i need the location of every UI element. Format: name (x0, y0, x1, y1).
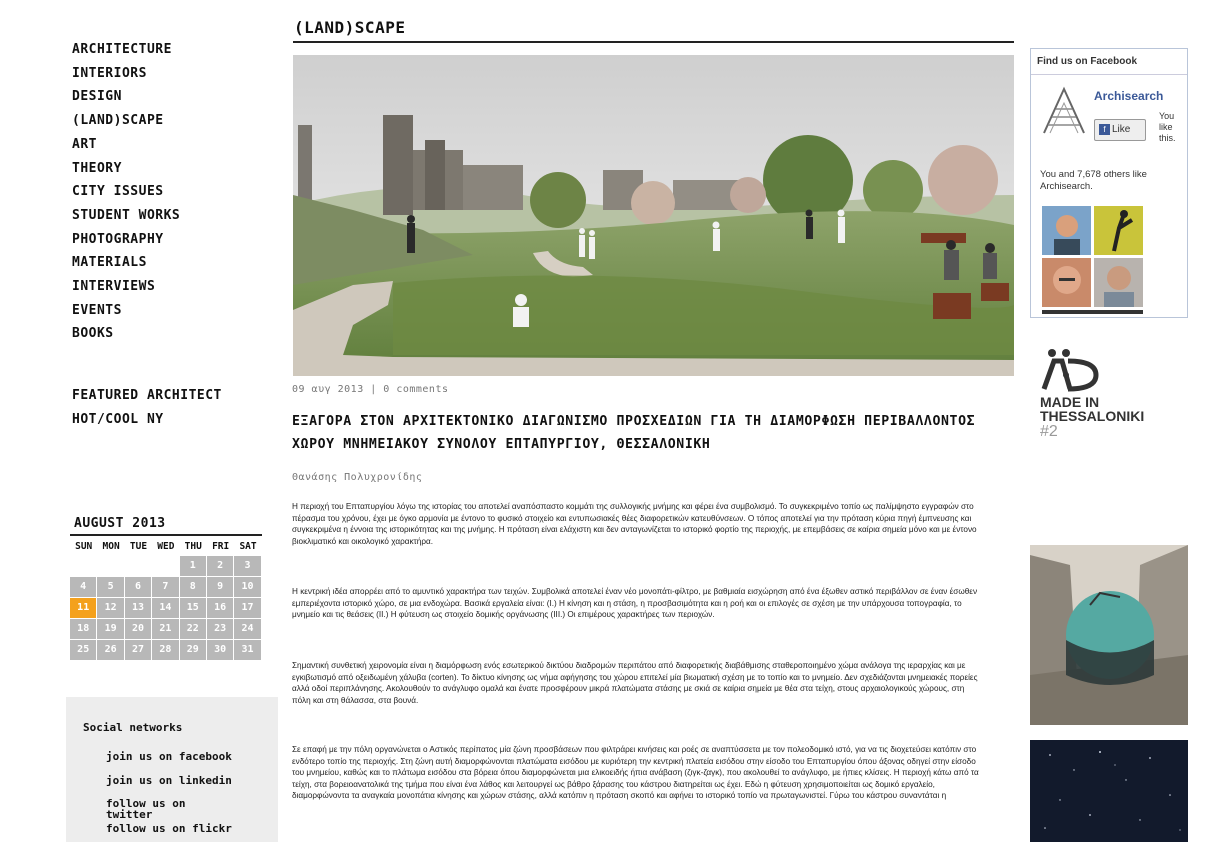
nav-item-featured-architect[interactable]: FEATURED ARCHITECT (72, 388, 222, 403)
calendar-day[interactable]: 23 (207, 619, 233, 639)
calendar-day[interactable]: 21 (152, 619, 178, 639)
facebook-page-name[interactable]: Archisearch (1094, 89, 1164, 103)
linkedin-link[interactable]: join us on linkedin (106, 774, 232, 787)
calendar-day[interactable]: 30 (207, 640, 233, 660)
calendar-day[interactable]: 17 (234, 598, 260, 618)
weekday-label: MON (102, 541, 120, 552)
nav-item-theory[interactable]: THEORY (72, 160, 122, 176)
fan-avatar[interactable] (1042, 258, 1091, 307)
weekday-label: SUN (75, 541, 93, 552)
post-paragraph: Η περιοχή του Επταπυργίου λόγω της ιστορίας του αποτελεί αναπόσπαστο κομμάτι της συλλογικής μνήμης και φέρει ένα συμβολισμό. Το συγκεκριμένο τοπίο ως παλίμψηστο εγγραφών στο πέρασμα του χρόνου, έχει με όγκο αρμονία με έντονο το φυσικό στοιχείο και εντυπωσιακές θέες διαφορετικών κατευθύνσεων. Ο τόπος αποτελεί για την πρόταση κύρια πηγή έμπνευσης και συγκεκριμένα η έννοια της ιστορικότητας και της μνήμης. Η πρόταση είναι ελάχιστη και δεν ανταγωνίζεται το ιστορικό φορτίο της περιοχής, με επεμβάσεις σε καίρια σημεία μόνο και με έντονο βιοκλιματικό και οικολογικό χαρακτήρα. (292, 502, 977, 546)
facebook-widget-header: Find us on Facebook (1031, 49, 1187, 75)
archive-calendar (70, 516, 262, 660)
calendar-day[interactable]: 9 (207, 577, 233, 597)
nav-item-photography[interactable]: PHOTOGRAPHY (72, 231, 164, 247)
calendar-day[interactable]: 5 (97, 577, 123, 597)
calendar-day[interactable]: 18 (70, 619, 96, 639)
calendar-day[interactable]: 14 (152, 598, 178, 618)
fan-avatar[interactable] (1094, 258, 1143, 307)
category-nav (72, 38, 272, 346)
calendar-day-highlighted[interactable]: 11 (70, 598, 96, 618)
calendar-month: AUGUST 2013 (70, 516, 262, 536)
calendar-day[interactable]: 2 (207, 556, 233, 576)
calendar-day[interactable]: 6 (125, 577, 151, 597)
facebook-widget (1030, 48, 1188, 318)
calendar-day[interactable]: 1 (180, 556, 206, 576)
calendar-day[interactable]: 20 (125, 619, 151, 639)
archisearch-logo-icon (1040, 83, 1088, 139)
nav-item-landscape[interactable]: (LAND)SCAPE (72, 113, 164, 129)
nav-item-materials[interactable]: MATERIALS (72, 255, 147, 271)
calendar-day[interactable]: 28 (152, 640, 178, 660)
advertisement-image[interactable] (1030, 740, 1188, 842)
like-status: You like this. (1159, 111, 1176, 143)
facebook-like-count: You and 7,678 others like Archisearch. (1040, 169, 1147, 192)
twitter-link[interactable]: follow us on twitter (106, 797, 186, 821)
social-networks-box (66, 697, 278, 842)
calendar-empty-cell (125, 556, 151, 576)
calendar-weekdays (70, 540, 262, 554)
post-paragraph: Η κεντρική ιδέα απορρέει από το αμυντικό χαρακτήρα των τειχών. Συμβολικά αποτελεί έναν νέο μονοπάτι-φίλτρο, με βαθμιαία εισχώρηση από ένα έξωθεν αστικό περιβάλλον σε έναν έσωθεν εμπεριέχοντα ιστορικό χώρο, σε μια ενδοχώρα. Βασικά εργαλεία είναι: (Ι.) Η κίνηση και η στάση, η προσβασιμότητα και η ροή και οι επιλογές σε σχέση με την υπάρχουσα τοπογραφία, το μνημείο και τις θεάσεις (ΙΙ.) Η φύτευση ως στοιχείο δομικής οργάνωσης (ΙΙΙ.) Οι επιμέρους χαρακτήρες των περιοχών. (292, 587, 978, 620)
weekday-label: SAT (239, 541, 257, 552)
calendar-grid (70, 556, 262, 660)
like-label: Like (1112, 124, 1131, 135)
nav-item-interiors[interactable]: INTERIORS (72, 65, 147, 81)
calendar-day[interactable]: 24 (234, 619, 260, 639)
post-paragraph: Σε επαφή με την πόλη οργανώνεται ο Αστικός περίπατος μία ζώνη προσβάσεων που φιλτράρει κινήσεις και ροές σε αναπτύσσετα με τον πολεοδομικό ιστό, για να τις διοχετεύσει κατόπιν στο ενδότερο τοπίο της περιοχής. Στη ζώνη αυτή διαμορφώνονται πλατώματα εισόδου με κυριότερη την κεντρική πλατεία εισόδου στην είσοδο του Επταπυργίου όπου άξονας οδηγεί στην είσοδο του μνημείου, καθώς και το πλάτωμα εισόδου στα βόρεια όπου διαμορφώνεται μια ελικοειδής ήπια ανάβαση (ζιγκ-ζαγκ), που ακολουθεί το ανάγλυφο, με ήπιες κλίσεις. Η περιοχή κάτω από τα τείχη, στα βορειοανατολικά της τμήμα που είναι ένα λάθος και λειτουργεί ως βάθρο ξάρασης του κάστρου διατηρείται ως έχει. Εδώ η φύτευση χρησιμοποιείται ως δομικό εργαλείο, διαμορφώνοντα τα αναγκαία μονοπάτια κίνησης και χώρων στάσης, αλλά κατόπιν η πρόταση σκοπό και αφήνει το ιστορικό τοπίο να πρωταγωνιστεί. Γύρω του κάστρου συναντάται η (292, 745, 979, 801)
nav-item-books[interactable]: BOOKS (72, 326, 114, 342)
nav-item-interviews[interactable]: INTERVIEWS (72, 279, 156, 295)
ruins-illustration (1030, 545, 1188, 725)
calendar-empty-cell (152, 556, 178, 576)
calendar-day[interactable]: 26 (97, 640, 123, 660)
post-author[interactable]: Θανάσης Πολυχρονίδης (292, 472, 423, 483)
promo-number: #2 (1040, 423, 1058, 440)
title-divider (293, 41, 1014, 43)
calendar-day[interactable]: 22 (180, 619, 206, 639)
post-title[interactable]: ΕΞΑΓΟΡΑ ΣΤΟΝ ΑΡΧΙΤΕΚΤΟΝΙΚΟ ΔΙΑΓΩΝΙΣΜΟ ΠΡΟΣΧΕΔΙΩΝ ΓΙΑ ΤΗ ΔΙΑΜΟΡΦΩΣΗ ΠΕΡΙΒΑΛΛΟΝΤΟΣ ΧΩΡΟΥ ΜΝΗΜΕΙΑΚΟΥ ΣΥΝΟΛΟΥ ΕΠΤΑΠΥΡΓΙΟΥ, ΘΕΣΣΑΛΟΝΙΚΗ (292, 414, 976, 452)
facebook-link[interactable]: join us on facebook (106, 750, 232, 763)
calendar-day[interactable]: 10 (234, 577, 260, 597)
calendar-day[interactable]: 16 (207, 598, 233, 618)
weekday-label: FRI (212, 541, 230, 552)
nav-item-city-issues[interactable]: CITY ISSUES (72, 184, 164, 200)
calendar-day[interactable]: 29 (180, 640, 206, 660)
nav-item-art[interactable]: ART (72, 136, 97, 152)
nav-item-design[interactable]: DESIGN (72, 89, 122, 105)
nav-item-events[interactable]: EVENTS (72, 302, 122, 318)
secondary-nav (72, 384, 222, 432)
calendar-day[interactable]: 3 (234, 556, 260, 576)
made-in-thessaloniki-promo[interactable] (1040, 345, 1190, 441)
night-sky-image (1030, 740, 1188, 842)
advertisement-image[interactable] (1030, 545, 1188, 725)
promo-line-2: THESSALONIKI (1040, 408, 1145, 424)
fan-avatar[interactable] (1042, 206, 1091, 255)
facebook-icon: f (1099, 124, 1110, 135)
landscape-rendering (293, 55, 1014, 376)
calendar-day[interactable]: 19 (97, 619, 123, 639)
hero-image[interactable] (293, 55, 1014, 376)
promo-line-1: MADE IN (1040, 394, 1100, 410)
post-meta: 09 αυγ 2013 | 0 comments (292, 384, 449, 395)
weekday-label: WED (157, 541, 175, 552)
made-in-thessaloniki-logo-icon (1040, 345, 1100, 395)
calendar-empty-cell (97, 556, 123, 576)
calendar-day[interactable]: 15 (180, 598, 206, 618)
calendar-day[interactable]: 25 (70, 640, 96, 660)
calendar-day[interactable]: 12 (97, 598, 123, 618)
weekday-label: THU (184, 541, 202, 552)
fan-row-partial (1042, 310, 1143, 314)
calendar-day[interactable]: 8 (180, 577, 206, 597)
flickr-link[interactable]: follow us on flickr (106, 822, 232, 835)
calendar-empty-cell (70, 556, 96, 576)
nav-item-architecture[interactable]: ARCHITECTURE (72, 42, 172, 57)
nav-item-hot-cool-ny[interactable]: HOT/COOL NY (72, 412, 164, 427)
calendar-day[interactable]: 13 (125, 598, 151, 618)
nav-item-student-works[interactable]: STUDENT WORKS (72, 207, 181, 223)
post-paragraph: Σημαντική συνθετική χειρονομία είναι η διαμόρφωση ενός εσωτερικού δικτύου διαδρομών περιπάτου από διαφορετικής διαβάθμισης σταθεροποιημένο χώμα ανάλογα της ιεραρχίας και με εγκιβωτισμό από οξειδωμένη χάλυβα (corten). Το δίκτυο κίνησης ως νήμα αφήγησης του χώρου επιτελεί μία βιωματική σχέση με το τοπίο και το μνημείο. Δεν σχεδιάζονται μνημειακές πορείες αλλά οδοί περιπλάνησης. Ακολουθούν το ανάγλυφο ομαλά και ένατε προσφέρουν μικρά πλατώματα στάσης με σκιά σε καίρια σημεία με θέα στα τείχη, στους αρχαιολογικούς χώρους, στη πόλη και στη θάλασσα, στα βουνά. (292, 661, 978, 705)
page-title: (LAND)SCAPE (294, 18, 406, 37)
facebook-like-button[interactable] (1094, 119, 1146, 141)
weekday-label: TUE (129, 541, 148, 552)
calendar-day[interactable]: 7 (152, 577, 178, 597)
calendar-day[interactable]: 31 (234, 640, 260, 660)
social-title: Social networks (83, 721, 183, 734)
calendar-day[interactable]: 4 (70, 577, 96, 597)
fan-avatar[interactable] (1094, 206, 1143, 255)
calendar-day[interactable]: 27 (125, 640, 151, 660)
